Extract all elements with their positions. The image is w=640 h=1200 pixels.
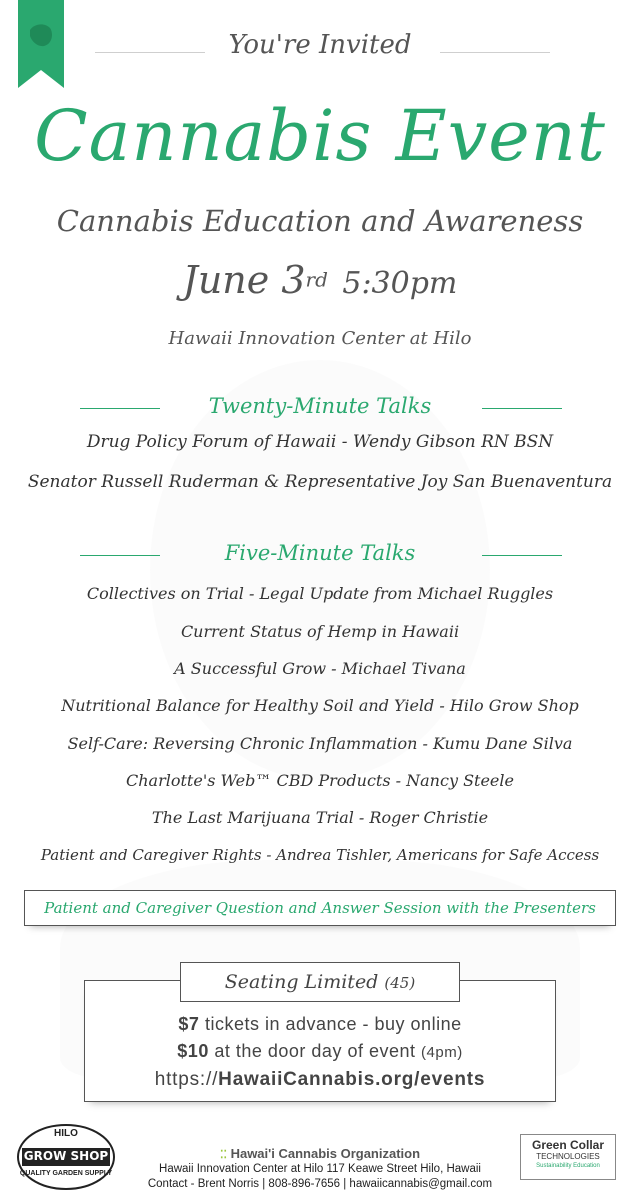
background-watermark: [150, 360, 490, 780]
five-talk-2: Current Status of Hemp in Hawaii: [180, 622, 460, 641]
org-leaf-icon: ⁚⁚: [219, 1149, 227, 1161]
door-text: at the door day of event: [214, 1041, 416, 1061]
twenty-talk-2: Senator Russell Ruderman & Representative Joy San Buenaventura: [27, 472, 613, 492]
door-ticket-line: [0, 1041, 640, 1062]
five-talk-7: The Last Marijuana Trial - Roger Christie: [151, 808, 489, 827]
footer-contact: Contact - Brent Norris | 808-896-7656 | hawaiicannabis@gmail.com: [147, 1178, 493, 1190]
advance-ticket-line: [0, 1014, 640, 1035]
twenty-minute-heading: Twenty-Minute Talks: [208, 394, 432, 418]
five-talk-1: Collectives on Trial - Legal Update from Michael Ruggles: [86, 584, 554, 603]
green-collar-line3: Sustainability Education: [536, 1163, 600, 1169]
tickets-url-domain: HawaiiCannabis.org/events: [218, 1069, 486, 1090]
green-collar-line2: TECHNOLOGIES: [536, 1152, 600, 1161]
door-time: (4pm): [421, 1044, 463, 1061]
event-venue: Hawaii Innovation Center at Hilo: [168, 328, 472, 349]
footer-address: Hawaii Innovation Center at Hilo 117 Keawe Street Hilo, Hawaii: [159, 1163, 481, 1175]
qa-session-text: Patient and Caregiver Question and Answer Session with the Presenters: [44, 899, 596, 917]
qa-session-box: [24, 890, 616, 926]
green-collar-logo: [520, 1134, 616, 1180]
seating-limited-label: [181, 963, 459, 1002]
five-talk-6: Charlotte's Web™ CBD Products - Nancy Steele: [126, 771, 514, 790]
org-name: Hawai'i Cannabis Organization: [230, 1146, 421, 1161]
event-time: 5:30pm: [342, 266, 458, 301]
five-talk-8: Patient and Caregiver Rights - Andrea Tishler, Americans for Safe Access: [40, 846, 600, 864]
seating-limited-box: [180, 962, 460, 1002]
seating-count: (45): [384, 974, 416, 992]
event-title: Cannabis Event: [34, 95, 606, 177]
door-price: $10: [177, 1041, 209, 1061]
five-talk-3: A Successful Grow - Michael Tivana: [174, 659, 466, 678]
event-date: June 3: [182, 258, 306, 302]
hilo-logo-bottom: QUALITY GARDEN SUPPLY: [19, 1170, 113, 1177]
tickets-url-prefix: https://: [154, 1069, 219, 1090]
event-subtitle: Cannabis Education and Awareness: [56, 204, 584, 238]
five-talk-4: Nutritional Balance for Healthy Soil and Yield - Hilo Grow Shop: [61, 696, 579, 715]
hilo-logo-main: GROW SHOP: [23, 1149, 109, 1163]
tickets-url[interactable]: [0, 1069, 640, 1091]
green-collar-line1: Green Collar: [531, 1138, 605, 1152]
hilo-logo-top: HILO: [54, 1128, 78, 1139]
event-date-suffix: rd: [305, 267, 328, 292]
invite-heading: You're Invited: [228, 30, 412, 60]
event-date-time: [0, 258, 640, 302]
twenty-talk-1: Drug Policy Forum of Hawaii - Wendy Gibson RN BSN: [86, 432, 554, 452]
five-minute-heading: Five-Minute Talks: [224, 541, 416, 565]
seating-label: Seating Limited: [224, 971, 379, 993]
advance-price: $7: [178, 1014, 200, 1034]
advance-text: tickets in advance - buy online: [204, 1014, 462, 1034]
five-talk-5: Self-Care: Reversing Chronic Inflammation - Kumu Dane Silva: [67, 734, 573, 753]
